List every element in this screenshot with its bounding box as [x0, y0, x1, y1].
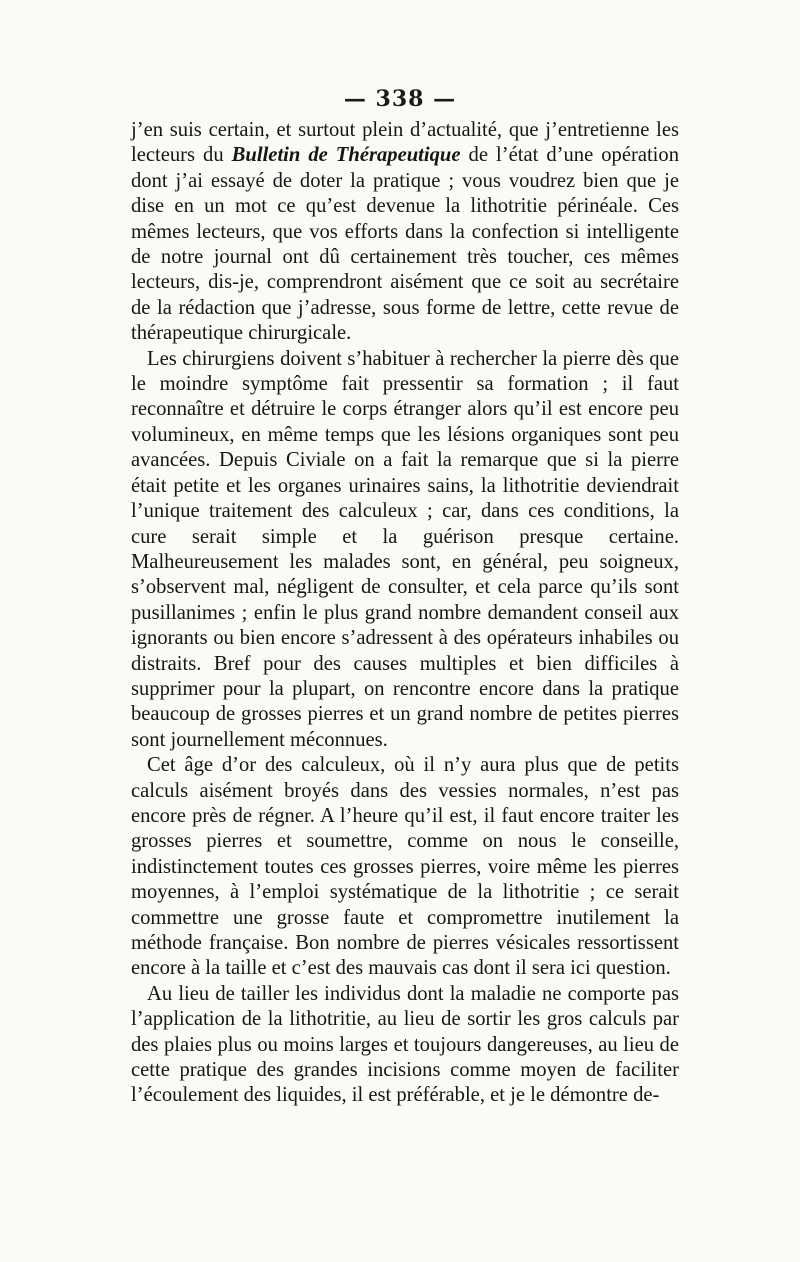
page-number: — 338 — — [343, 86, 457, 112]
paragraph-4: Au lieu de tailler les individus dont la maladie ne comporte pas l’application de la lithotritie, au lieu de sortir les gros calculs par des plaies plus ou moins larges et toujours dangereuses, au lieu de cette pratique des grandes incisions comme moyen de faciliter l’écoulement des liquides, il est préférable, et je le démontre de- — [131, 982, 679, 1107]
paragraph-3: Cet âge d’or des calculeux, où il n’y aura plus que de petits calculs aisément broyés dans des vessies normales, n’est pas encore près de régner. A l’heure qu’il est, il faut encore traiter les grosses pierres et soumettre, comme on nous le conseille, indistinctement toutes ces grosses pierres, voire même les pierres moyennes, à l’emploi systématique de la lithotritie ; ce serait commettre une grosse faute et compromettre inutilement la méthode française. Bon nombre de pierres vésicales ressortissent encore à la taille et c’est des mauvais cas dont il sera ici question. — [131, 754, 679, 980]
paragraph-1 — [131, 118, 679, 347]
journal-title: Bulletin de Thérapeutique — [231, 144, 461, 167]
paragraph-1-text-end: de l’état d’une opération dont j’ai essayé de doter la pratique ; vous voudrez bien que je dise en un mot ce qu’est devenue la lithotritie périnéale. Ces mêmes lecteurs, que vos efforts dans la confection si intelligente de notre journal ont dû certainement très toucher, ces mêmes lecteurs, dis-je, comprendront aisément que ce soit au secrétaire de la rédaction que j’adresse, sous forme de lettre, cette revue de thérapeutique chirurgicale. — [131, 144, 679, 345]
body-text — [131, 118, 679, 1109]
paragraph-2: Les chirurgiens doivent s’habituer à rechercher la pierre dès que le moindre symptôme fait pressentir sa formation ; il faut reconnaître et détruire le corps étranger alors qu’il est encore peu volumineux, en même temps que les lésions organiques sont peu avancées. Depuis Civiale on a fait la remarque que si la pierre était petite et les organes urinaires sains, la lithotritie deviendrait l’unique traitement des calculeux ; car, dans ces conditions, la cure serait simple et la guérison presque certaine. Malheureusement les malades sont, en général, peu soigneux, s’observent mal, négligent de consulter, et cela parce qu’ils sont pusillanimes ; enfin le plus grand nombre demandent conseil aux ignorants ou bien encore s’adressent à des opérateurs inhabiles ou distraits. Bref pour des causes multiples et bien difficiles à supprimer pour la plupart, on rencontre encore dans la pratique beaucoup de grosses pierres et un grand nombre de petites pierres sont journellement méconnues. — [131, 347, 679, 751]
paragraph-1-text-start: j’en suis certain, et surtout plein d’actualité, que j’entretienne les lecteurs du — [131, 119, 679, 167]
